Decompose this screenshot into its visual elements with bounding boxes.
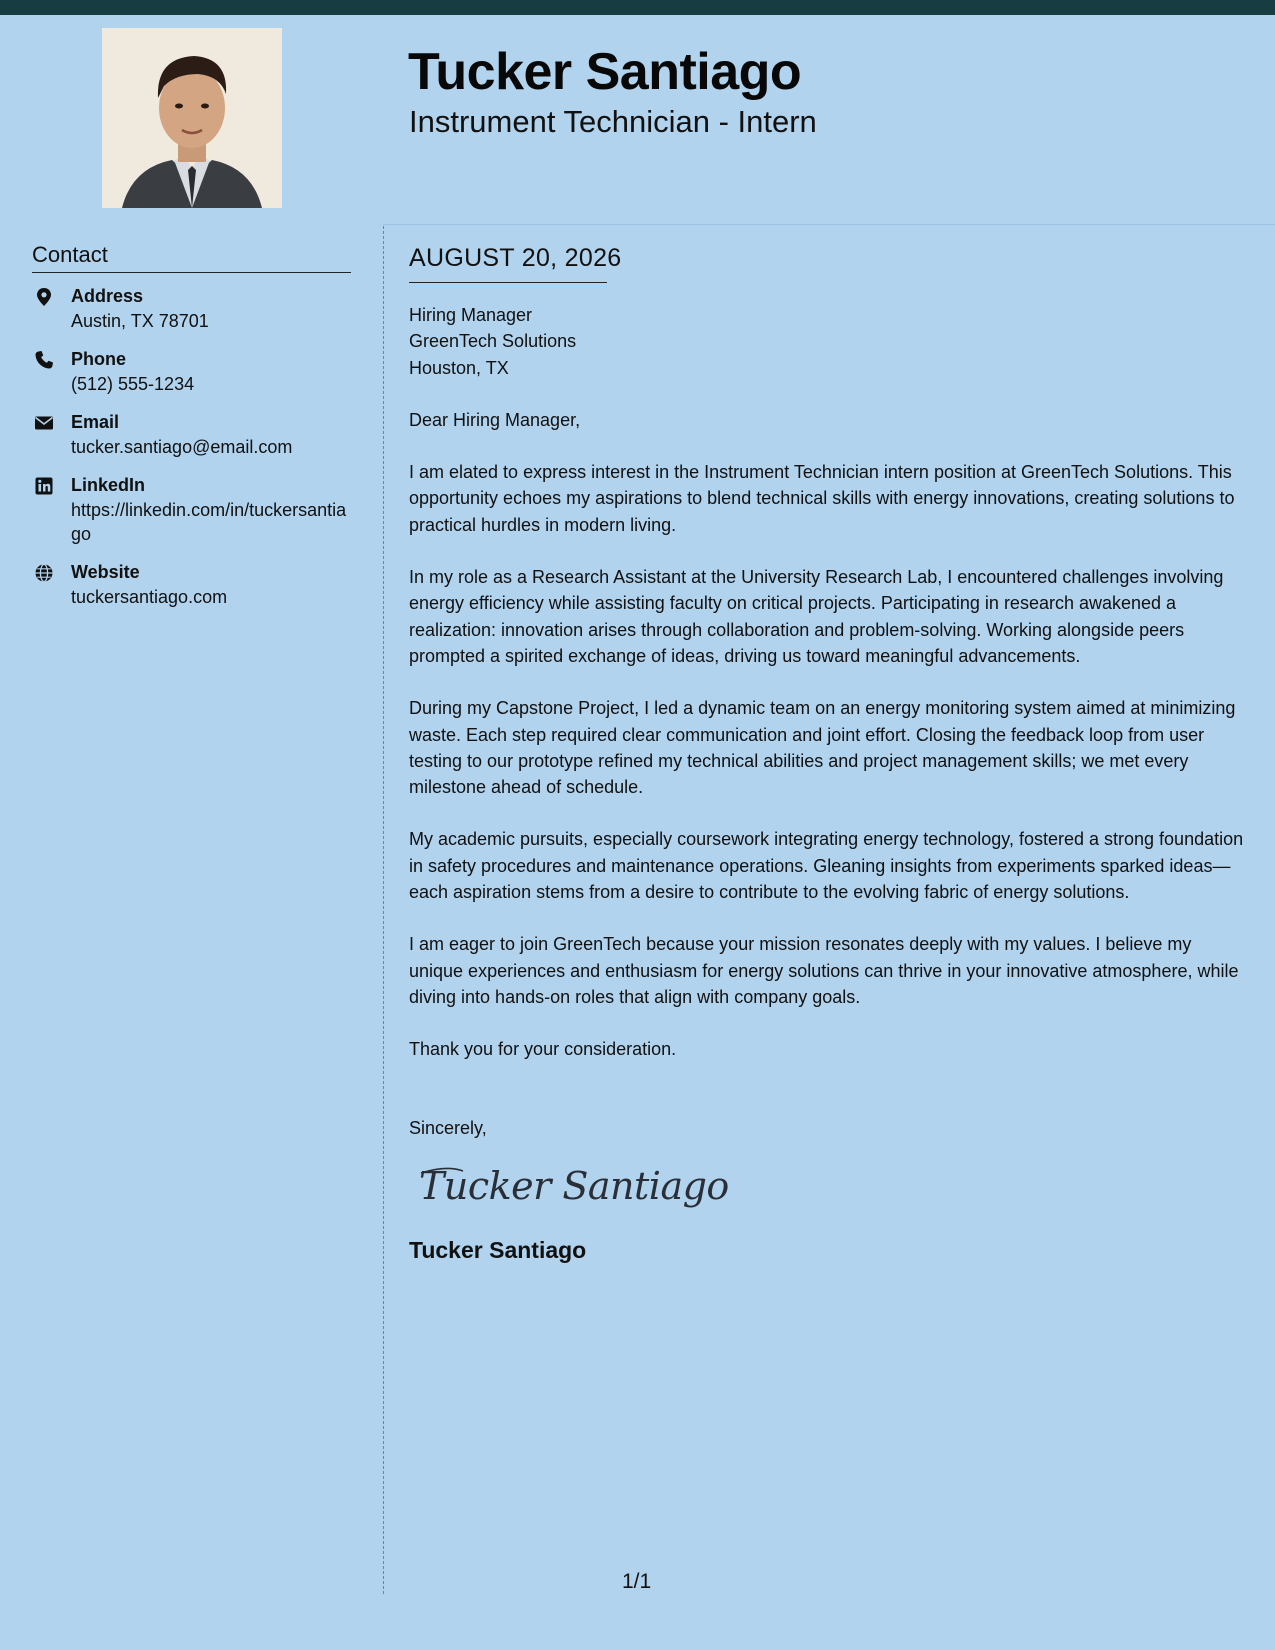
- salutation: Dear Hiring Manager,: [409, 409, 581, 430]
- contact-value[interactable]: tuckersantiago.com: [71, 587, 228, 607]
- contact-value[interactable]: tucker.santiago@email.com: [71, 437, 293, 457]
- candidate-role: Instrument Technician - Intern: [409, 104, 817, 139]
- closing: Sincerely,: [409, 1117, 487, 1138]
- handwritten-signature: [417, 1159, 729, 1215]
- contact-label: Address: [71, 286, 144, 306]
- letter-paragraph: I am elated to express interest in the Instrument Technician intern position at GreenTech Solutions. This opportunity echoes my aspirations to blend technical skills with energy innovations, creating solutions to practical hurdles in modern living.: [409, 462, 1235, 535]
- globe-icon: [34, 563, 54, 583]
- contact-website: [32, 560, 352, 609]
- contact-linkedin: [32, 473, 352, 546]
- contact-heading-rule: [32, 272, 351, 273]
- contact-email: [32, 410, 352, 459]
- contact-value: Austin, TX 78701: [71, 311, 209, 331]
- contact-label: Email: [71, 412, 120, 432]
- column-divider: [383, 226, 384, 1594]
- letter-date: AUGUST 20, 2026: [409, 244, 622, 272]
- signer-name: Tucker Santiago: [409, 1236, 587, 1263]
- recipient-line: Houston, TX: [409, 357, 509, 378]
- signature-text: Tucker Santiago: [419, 1163, 729, 1208]
- recipient-line: GreenTech Solutions: [409, 331, 577, 352]
- candidate-name: Tucker Santiago: [408, 43, 802, 101]
- letter-paragraph: My academic pursuits, especially coursework integrating energy technology, fostered a strong foundation in safety procedures and maintenance operations. Gleaning insights from experiments sparked ideas—each aspiration stems from a desire to contribute to the evolving fabric of energy solutions.: [409, 829, 1244, 903]
- contact-phone: [32, 347, 352, 396]
- top-accent-bar: [0, 0, 1275, 15]
- contact-value: (512) 555-1234: [71, 374, 195, 394]
- date-rule: [409, 282, 607, 283]
- phone-icon: [34, 350, 54, 370]
- contact-label: Phone: [71, 349, 127, 369]
- letter-paragraph: I am eager to join GreenTech because your mission resonates deeply with my values. I believe my unique experiences and enthusiasm for energy solutions can thrive in your innovative atmosphere, while diving into hands-on roles that align with company goals.: [409, 934, 1239, 1007]
- letter-paragraph: During my Capstone Project, I led a dynamic team on an energy monitoring system aimed at minimizing waste. Each step required clear communication and joint effort. Closing the feedback loop from user testing to our prototype refined my technical abilities and project management skills; we met every milestone ahead of schedule.: [409, 698, 1236, 798]
- contact-list: [32, 284, 352, 623]
- letter-paragraph: In my role as a Research Assistant at the University Research Lab, I encountered challenges involving energy efficiency while assisting faculty on critical projects. Participating in research awakened a realization: innovation arises through collaboration and problem-solving. Working alongside peers prompted a spirited exchange of ideas, driving us toward meaningful advancements.: [409, 567, 1224, 666]
- contact-heading: Contact: [32, 242, 108, 267]
- avatar: [102, 28, 282, 208]
- contact-value[interactable]: https://linkedin.com/in/tuckersantiago: [71, 500, 347, 544]
- page-number: 1/1: [622, 1570, 652, 1593]
- contact-label: LinkedIn: [71, 475, 146, 495]
- map-pin-icon: [34, 287, 54, 307]
- contact-address: [32, 284, 352, 333]
- recipient-line: Hiring Manager: [409, 305, 533, 325]
- envelope-icon: [34, 413, 54, 433]
- letter-paragraph: Thank you for your consideration.: [409, 1039, 677, 1060]
- recipient-block: [409, 302, 1245, 381]
- header-divider: [383, 224, 1275, 225]
- letter-body: [409, 302, 1245, 1263]
- linkedin-icon: [34, 476, 54, 496]
- contact-label: Website: [71, 562, 140, 582]
